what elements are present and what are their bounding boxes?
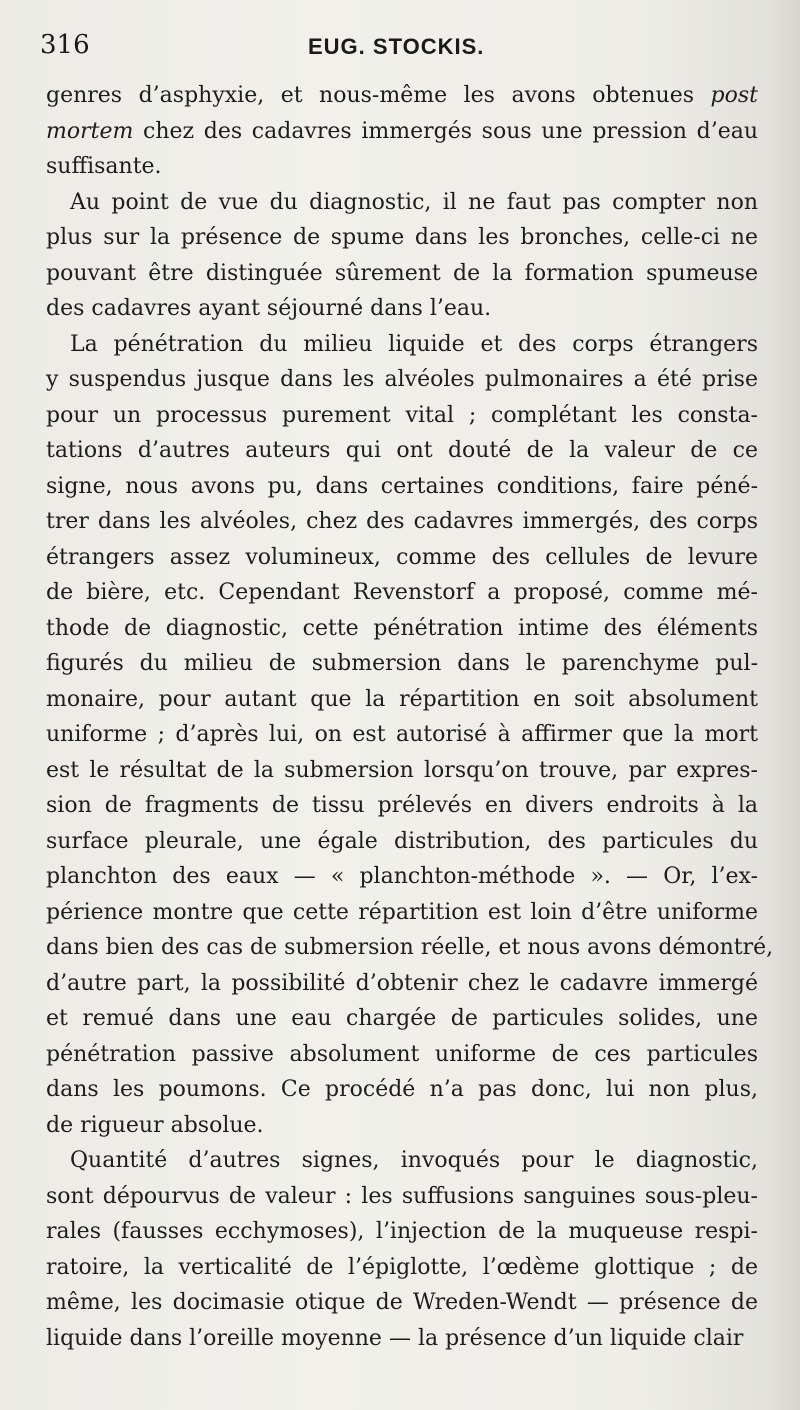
text-line [46,859,758,895]
text-line [46,788,758,824]
line-text: genres d’asphyxie, et nous-même les avons obtenues [46,83,711,108]
line-text: de rigueur absolue. [46,1112,264,1138]
line-text: plus sur la présence de spume dans les bronches, celle-ci ne [46,225,758,250]
line-text: pénétration passive absolument uniforme de ces particules [46,1041,758,1067]
text-line [46,469,758,505]
text-line [46,78,758,114]
text-line [46,682,758,718]
line-text: suffisante. [46,154,162,179]
text-line [46,646,758,682]
line-text: Quantité d’autres signes, invoqués pour le diagnostic, [70,1148,758,1173]
line-text: Au point de vue du diagnostic, il ne faut pas compter non [70,189,758,215]
line-text: y suspendus jusque dans les alvéoles pulmonaires a été prise [46,367,758,392]
text-line [46,930,774,966]
text-line [46,1321,758,1357]
line-text: des cadavres ayant séjourné dans l’eau. [46,296,492,321]
line-text: ratoire, la verticalité de l’épiglotte, l’œdème glottique ; de [46,1254,758,1280]
text-line [46,753,758,789]
line-text: sont dépourvus de valeur : les suffusions sanguines sous-pleu- [46,1183,758,1209]
text-line [46,1037,758,1073]
text-line [46,717,758,753]
text-line [46,1143,758,1179]
text-line [46,1285,758,1321]
line-text: sion de fragments de tissu prélevés en divers endroits à la [46,793,758,818]
line-text: de bière, etc. Cependant Revenstorf a proposé, comme mé- [46,580,758,605]
text-line [46,1072,758,1108]
text-line [46,433,758,469]
text-line [46,1214,758,1250]
running-head: EUG. STOCKIS. [308,34,485,59]
line-text-continued: chez des cadavres immergés sous une pression d’eau [133,118,758,144]
text-line [46,1108,758,1144]
line-text: même, les docimasie otique de Wreden-Wendt — présence de [46,1290,758,1315]
text-line [46,611,758,647]
line-text: périence montre que cette répartition est loin d’être uniforme [46,899,758,925]
text-line [46,398,758,434]
text-line [46,895,758,931]
text-line [46,1001,758,1037]
line-text: figurés du milieu de submersion dans le parenchyme pul- [46,651,758,676]
line-text: d’autre part, la possibilité d’obtenir chez le cadavre immergé [46,970,758,996]
line-text: dans bien des cas de submersion réelle, et nous avons démontré, [46,935,774,960]
paragraph [46,78,758,185]
text-line [46,1250,758,1286]
text-line [46,575,758,611]
line-text: liquide dans l’oreille moyenne — la présence d’un liquide clair [46,1325,744,1351]
text-line [46,1179,758,1215]
text-line [46,114,758,150]
paragraph [46,185,758,327]
text-line [46,504,758,540]
text-line [46,362,758,398]
text-line [46,220,758,256]
text-line [46,256,758,292]
line-text: rales (fausses ecchymoses), l’injection de la muqueuse respi- [46,1219,758,1244]
text-line [46,327,758,363]
line-text: trer dans les alvéoles, chez des cadavres immergés, des corps [46,509,758,534]
text-line [46,291,758,327]
line-text: pouvant être distinguée sûrement de la formation spumeuse [46,260,758,286]
body-text [46,78,774,1356]
line-text: thode de diagnostic, cette pénétration intime des éléments [46,615,758,641]
line-text: pour un processus purement vital ; complétant les consta- [46,402,758,428]
line-text: et remué dans une eau chargée de particules solides, une [46,1006,758,1031]
line-text: signe, nous avons pu, dans certaines conditions, faire péné- [46,473,758,499]
text-line [46,966,758,1002]
line-text: uniforme ; d’après lui, on est autorisé à affirmer que la mort [46,722,758,747]
paragraph [46,1143,758,1356]
line-text: La pénétration du milieu liquide et des corps étrangers [70,331,758,357]
line-text: planchton des eaux — « planchton-méthode ». — Or, l’ex- [46,864,758,889]
text-line [46,540,758,576]
italic-term: post [710,83,758,108]
line-text: est le résultat de la submersion lorsqu’on trouve, par expres- [46,757,758,783]
text-line [46,824,758,860]
text-line [46,185,758,221]
line-text: surface pleurale, une égale distribution, des particules du [46,828,758,854]
text-line [46,149,758,185]
line-text: monaire, pour autant que la répartition en soit absolument [46,686,758,712]
italic-term: mortem [46,118,134,144]
line-text: étrangers assez volumineux, comme des cellules de levure [46,544,758,570]
paragraph [46,327,774,1144]
line-text: dans les poumons. Ce procédé n’a pas donc, lui non plus, [46,1077,758,1102]
page-number: 316 [40,30,90,60]
page-header [40,30,760,70]
line-text: tations d’autres auteurs qui ont douté de la valeur de ce [46,438,758,463]
